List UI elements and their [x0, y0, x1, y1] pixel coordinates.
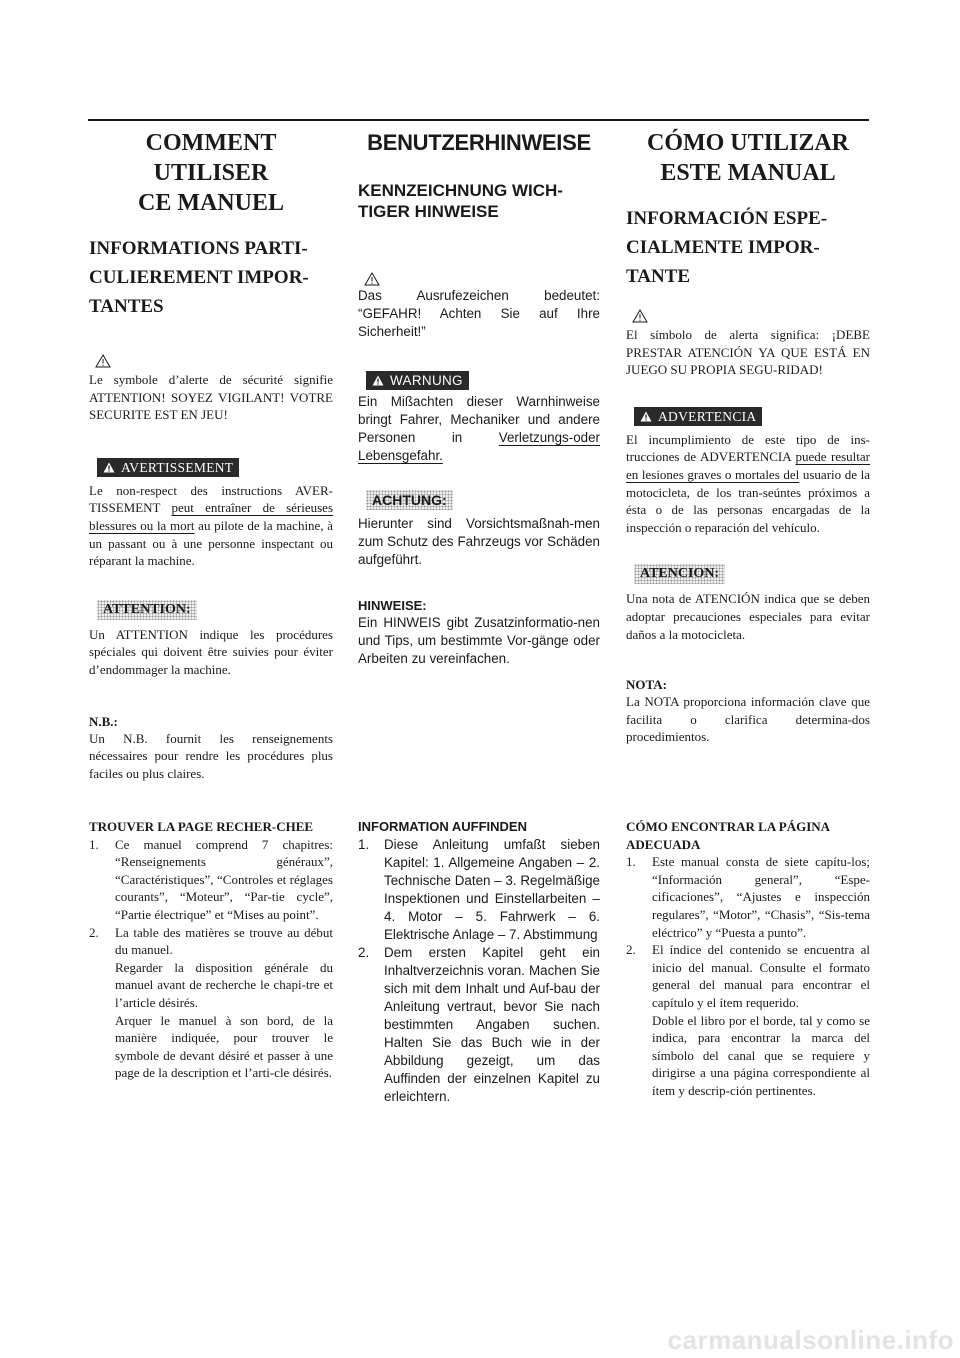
list-item: [626, 853, 870, 941]
subtitle-line: INFORMACIÓN ESPE-: [626, 208, 828, 229]
alert-text: Le symbole d’alerte de sécurité signifie ATTENTION! SOYEZ VIGILANT! VOTRE SECURITE EST EN JEU!: [89, 372, 333, 423]
list-item: [89, 924, 333, 1082]
warning-text: [89, 482, 333, 570]
warning-badge-wrap: [89, 458, 333, 477]
title-line: ESTE MANUAL: [660, 160, 836, 186]
list-text: Dem ersten Kapitel geht ein Inhaltverzeichnis voran. Machen Sie sich mit dem Inhalt und Auf-bau der Anleitung vertraut, bevor Sie nach bestimmten Angaben suchen. Halten Sie das Buch wie in der Abbildung gezeigt, um das Auffinden der einzelnen Kapitel zu erleichtern.: [384, 944, 600, 1104]
warning-text-part: El incumplimiento de este tipo de ins-trucciones de ADVERTENCIA: [626, 431, 870, 465]
find-heading: CÓMO ENCONTRAR LA PÁGINA ADECUADA: [626, 819, 830, 852]
caution-badge: ATENCION:: [634, 564, 725, 584]
list-item: [358, 944, 600, 1106]
subtitle-line: KENNZEICHNUNG WICH-: [358, 181, 563, 200]
warning-text-underlined: Verletzungs-oder Lebensgefahr.: [358, 430, 600, 463]
note-heading: NOTA:: [626, 677, 667, 693]
warning-icon: [372, 375, 384, 386]
list-number: 2.: [626, 942, 636, 958]
warning-badge: [634, 407, 762, 426]
warning-badge: [366, 371, 469, 390]
subtitle-line: TANTES: [89, 296, 164, 317]
warning-text: [626, 431, 870, 537]
warning-icon: [103, 462, 115, 473]
warning-badge-wrap: [358, 371, 600, 390]
column-french: [89, 128, 333, 782]
subtitle-line: CIALMENTE IMPOR-: [626, 237, 820, 258]
warning-text-underlined: puede resultar en lesiones graves o mortales del: [626, 449, 870, 482]
caution-badge-wrap: [626, 564, 870, 584]
note-heading: N.B.:: [89, 713, 118, 729]
alert-triangle-icon: [626, 309, 870, 323]
column-spanish: [626, 128, 870, 746]
title-german: BENUTZERHINWEISE: [367, 130, 591, 155]
list-text: Ce manuel comprend 7 chapitres: “Renseignements généraux”, “Caractéristiques”, “Controles et réglages courants”, “Moteur”, “Par-tie cycle”, “Partie électrique” et “Mises au point”.: [115, 836, 333, 922]
alert-triangle-icon: [89, 354, 333, 368]
warning-icon: [640, 411, 652, 422]
subtitle-line: TANTE: [626, 266, 691, 287]
warning-text-part: usuario de la motocicleta, de los tran-seúntes próximos a ésta o de las personas encargadas de la inspección o reparación del vehículo.: [626, 466, 871, 535]
warning-badge: [97, 458, 239, 477]
warning-text-part: Ein Mißachten dieser Warnhinweise bringt Fahrer, Mechaniker und andere Personen in: [358, 394, 600, 445]
list-number: 1.: [89, 836, 99, 852]
alert-text: El símbolo de alerta significa: ¡DEBE PRESTAR ATENCIÓN YA QUE ESTÁ EN JUEGO SU PROPIA SEGU-RIDAD!: [626, 327, 870, 378]
list-number: 2.: [89, 924, 99, 940]
note-text: Ein HINWEIS gibt Zusatzinformatio-nen und Tips, um bestimmte Vor-gänge oder Arbeiten zu vereinfachen.: [358, 615, 600, 666]
list-text: Arquer le manuel à son bord, de la manière indiquée, pour trouver le symbole de devant désiré et passer à une page de la description et l’arti-cle désirés.: [115, 1012, 333, 1081]
list-text: El índice del contenido se encuentra al inicio del manual. Consulte el formato general del manual para encontrar el capítulo y el ítem requerido.: [652, 942, 870, 1010]
warning-text-part: au pilote de la machine, à un passant ou à une personne inspectant ou réparant la machine.: [89, 517, 333, 569]
alert-triangle-icon: [358, 272, 600, 286]
caution-text: Una nota de ATENCIÓN indica que se deben adoptar precauciones especiales para evitar daños a la motocicleta.: [626, 591, 870, 642]
find-heading: TROUVER LA PAGE RECHER-CHEE: [89, 819, 314, 834]
list-number: 1.: [358, 836, 370, 852]
caution-badge: ATTENTION:: [97, 600, 197, 620]
subtitle-spanish: [626, 204, 870, 291]
subtitle-line: CULIEREMENT IMPOR-: [89, 267, 309, 288]
title-line: CE MANUEL: [137, 190, 284, 216]
title-spanish: [626, 128, 870, 188]
warning-badge-label: ADVERTENCIA: [658, 408, 757, 424]
subtitle-german: [358, 180, 600, 222]
alert-text: Das Ausrufezeichen bedeutet: “GEFAHR! Achten Sie auf Ihre Sicherheit!”: [358, 288, 600, 339]
find-section-french: [89, 818, 333, 1082]
warning-text-part: Le non-respect des instructions AVER-TISSEMENT: [89, 482, 333, 516]
caution-text: Un ATTENTION indique les procédures spéciales qui doivent être suivies pour éviter d’endommager la machine.: [89, 626, 333, 677]
list-item: [358, 836, 600, 944]
find-section-german: [358, 818, 600, 1106]
warning-badge-label: AVERTISSEMENT: [121, 459, 234, 475]
note-heading: HINWEISE:: [358, 598, 427, 613]
list-text: Este manual consta de siete capítu-los; “Información general”, “Espe-cificaciones”, “Ajustes e inspección regulares”, “Motor”, “Chasis”, “Sis-tema eléctrico” y “Puesta a punto”.: [652, 854, 870, 940]
title-line: COMMENT UTILISER: [145, 130, 277, 186]
top-rule: [88, 119, 869, 121]
warning-badge-wrap: [626, 407, 870, 426]
list-text: Regarder la disposition générale du manuel avant de recherche le chapi-tre et l’article désirés.: [115, 959, 333, 1010]
subtitle-line: TIGER HINWEISE: [358, 202, 499, 221]
list-number: 2.: [358, 944, 370, 960]
note-text: La NOTA proporciona información clave que facilita o clarifica determina-dos procedimientos.: [626, 694, 870, 745]
list-item: [626, 941, 870, 1099]
subtitle-line: INFORMATIONS PARTI-: [89, 238, 308, 259]
note-text: Un N.B. fournit les renseignements nécessaires pour rendre les procédures plus faciles ou plus claires.: [89, 730, 333, 781]
find-list: [89, 836, 333, 1082]
list-text: Diese Anleitung umfaßt sieben Kapitel: 1. Allgemeine Angaben – 2. Technische Daten – 3. Regelmäßige Inspektionen und Einstellarbeiten – 4. Motor – 5. Fahrwerk – 6. Elektrische Anlage – 7. Abstimmung: [384, 836, 600, 942]
watermark: carmanualsonline.info: [667, 1325, 954, 1355]
find-list: [626, 853, 870, 1099]
caution-badge-wrap: [89, 600, 333, 620]
find-list: [358, 836, 600, 1106]
warning-badge-label: WARNUNG: [390, 373, 463, 388]
title-line: CÓMO UTILIZAR: [646, 130, 850, 156]
title-french: [89, 128, 333, 218]
caution-badge-wrap: [358, 490, 600, 510]
list-number: 1.: [626, 854, 636, 870]
subtitle-french: [89, 234, 333, 321]
list-item: [89, 836, 333, 924]
find-section-spanish: [626, 818, 870, 1100]
caution-badge: ACHTUNG:: [366, 490, 453, 510]
warning-text: [358, 393, 600, 465]
find-heading: INFORMATION AUFFINDEN: [358, 819, 527, 834]
warning-text-underlined: peut entraîner de sérieuses blessures ou la mort: [89, 500, 334, 533]
list-text: Doble el libro por el borde, tal y como se indica, para encontrar la marca del símbolo del canal que se requiere y dirigirse a una página correspondiente al ítem y descrip-ción pertinentes.: [652, 1012, 870, 1098]
caution-text: Hierunter sind Vorsichtsmaßnah-men zum Schutz des Fahrzeugs vor Schäden aufgeführt.: [358, 516, 600, 567]
column-german: [358, 128, 600, 668]
list-text: La table des matières se trouve au début du manuel.: [115, 924, 333, 958]
